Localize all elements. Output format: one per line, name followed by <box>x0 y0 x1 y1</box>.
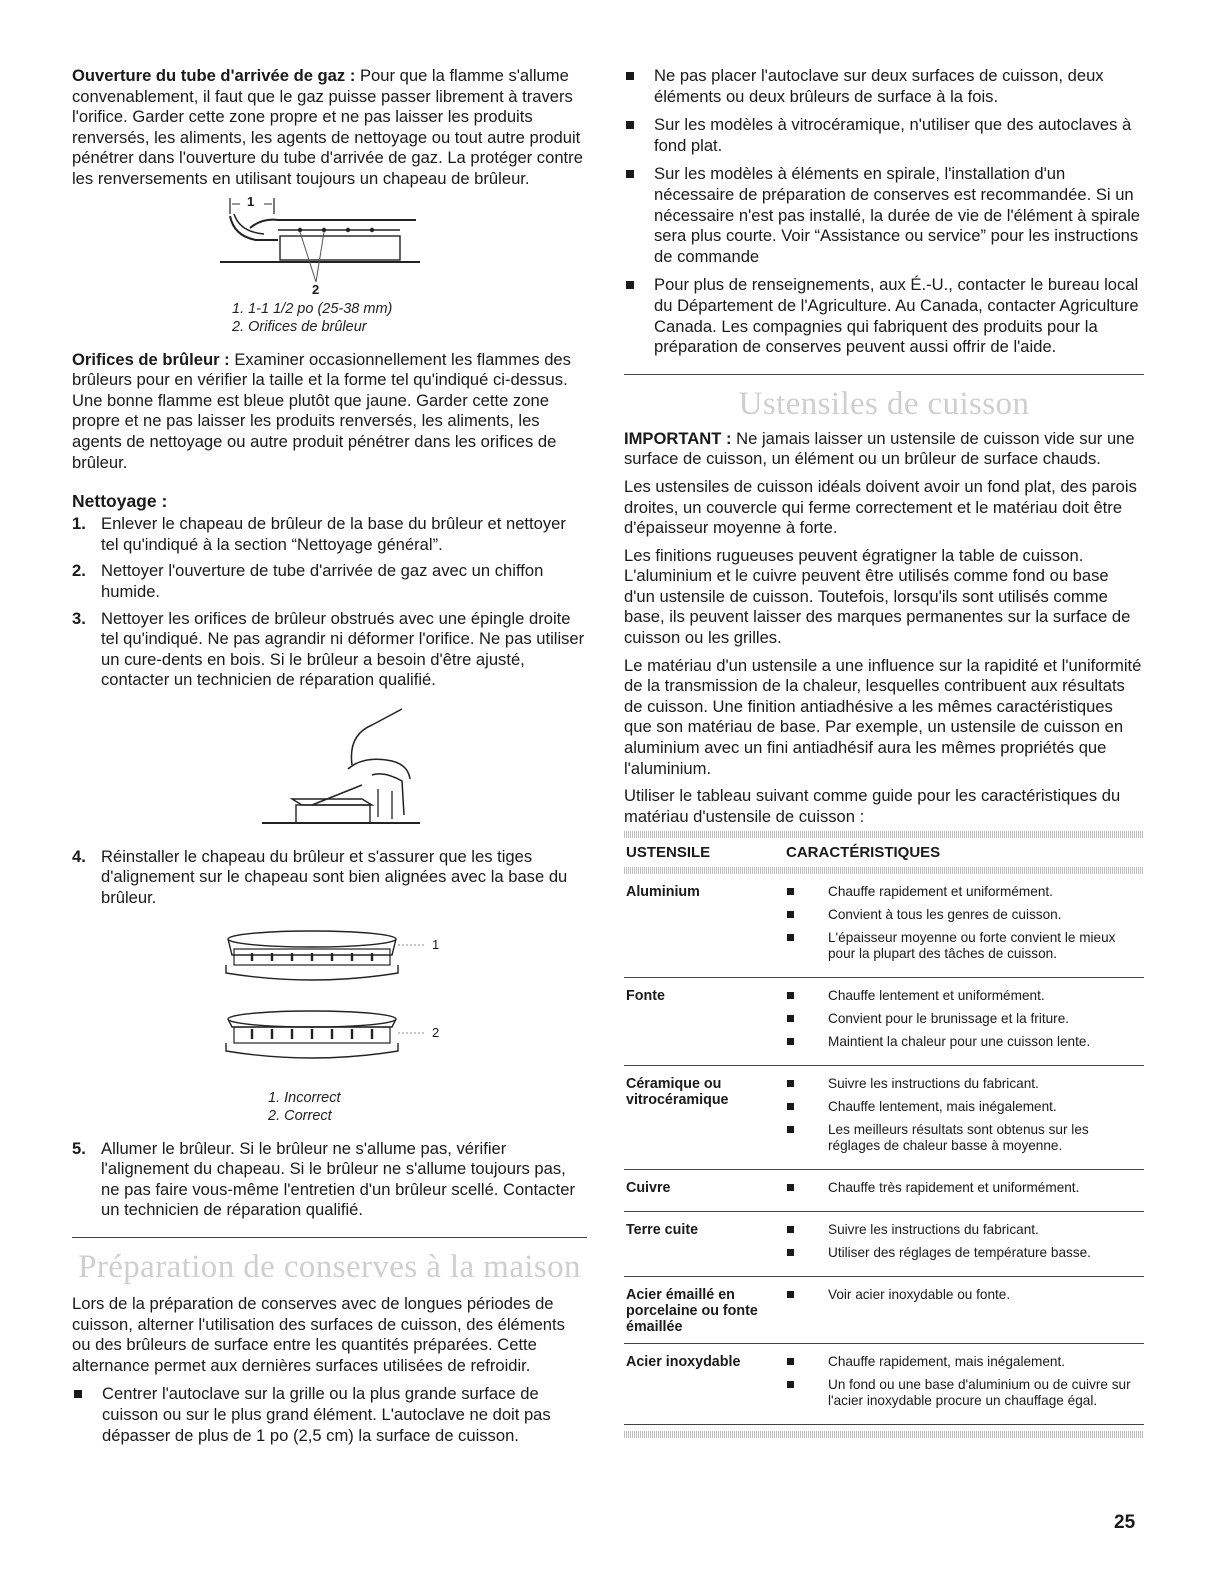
canning-bullet-3: Sur les modèles à éléments en spirale, l'installation d'un nécessaire de préparation de conserves est recommandée. Si un nécessaire n'est pas installé, la durée de vie de l'élément à spirale sera plus courte. Voir “Assistance ou service” pour les instructions de commande <box>624 164 1144 267</box>
characteristic-item: Un fond ou une base d'aluminium ou de cuivre sur l'acier inoxydable procure un chauffage égal. <box>786 1377 1144 1409</box>
cleaning-steps-continued <box>72 847 587 909</box>
important-text: Ne jamais laisser un ustensile de cuisson vide sur une surface de cuisson, un élément ou un brûleur de surface chauds. <box>624 428 1135 469</box>
characteristics-list <box>786 1180 1144 1203</box>
orifices-text: Examiner occasionnellement les flammes des brûleurs pour en vérifier la taille et la forme tel qu'indiqué ci-dessus. Une bonne flamme est bleue plutôt que jaune. Garder cette zone propre et ne pas laisser les produits renversés, les aliments, les agents de nettoyage ou autre produit pénétrer dans les orifices de brûleur. <box>72 349 571 472</box>
table-row <box>624 978 1144 1066</box>
section-divider-right <box>624 374 1144 375</box>
step-1-number: 1. <box>72 514 86 534</box>
fig3-label-1: 1 <box>432 936 440 952</box>
characteristic-item: Suivre les instructions du fabricant. <box>786 1076 1144 1092</box>
characteristics-list <box>786 1222 1144 1268</box>
step-5 <box>72 1139 587 1221</box>
cleaning-steps-final <box>72 1139 587 1221</box>
material-name: Acier inoxydable <box>626 1354 741 1371</box>
cookware-table <box>624 831 1144 1438</box>
step-5-text: Allumer le brûleur. Si le brûleur ne s'allume pas, vérifier l'alignement du chapeau. Si le brûleur ne s'allume toujours pas, ne pas faire vous-même l'entretien d'un brûleur scellé. Contacter un technicien de réparation qualifié. <box>101 1138 575 1220</box>
table-bottom-hatch <box>624 1431 1144 1438</box>
section-divider-left <box>72 1237 587 1238</box>
step-2-number: 2. <box>72 561 86 581</box>
table-header <box>624 838 1144 867</box>
step-4 <box>72 847 587 909</box>
pin-cleaning-illustration <box>252 705 452 837</box>
material-name: Aluminium <box>626 884 700 901</box>
burner-cap-figure <box>222 925 452 1087</box>
step-3 <box>72 609 587 691</box>
pin-cleaning-figure <box>252 705 452 837</box>
characteristic-item: Convient à tous les genres de cuisson. <box>786 907 1144 923</box>
material-name: Céramique ou vitrocéramique <box>626 1076 729 1109</box>
characteristic-item: Chauffe lentement et uniformément. <box>786 988 1144 1004</box>
step-1 <box>72 514 587 555</box>
characteristics-list <box>786 1354 1144 1416</box>
step-4-number: 4. <box>72 846 86 866</box>
characteristics-list <box>786 1076 1144 1161</box>
fig1-caption-2: 2. Orifices de brûleur <box>232 318 367 335</box>
table-row <box>624 874 1144 978</box>
gas-opening-text: Pour que la flamme s'allume convenablement, il faut que le gaz puisse passer librement à travers l'orifice. Garder cette zone propre et ne pas laisser les produits renversés, les aliments, les agents de nettoyage ou tout autre produit pénétrer dans l'ouverture du tube d'arrivée de gaz. La protéger contre les renversements en utilisant toujours un chapeau de brûleur. <box>72 66 583 188</box>
step-3-number: 3. <box>72 608 86 628</box>
cleaning-steps <box>72 514 587 691</box>
cookware-para-2: Les finitions rugueuses peuvent égratigner la table de cuisson. L'aluminium et le cuivre peuvent être utilisés comme fond ou base d'un ustensile de cuisson. Toutefois, lorsqu'ils sont utilisés comme base, ils peuvent laisser des marques permanentes sur la surface de cuisson ou les grilles. <box>624 545 1131 648</box>
burner-cap-illustration <box>222 925 452 1087</box>
fig3-caption-1: 1. Incorrect <box>268 1089 341 1106</box>
gas-opening-paragraph <box>72 66 587 190</box>
fig1-captions <box>232 300 587 336</box>
table-header-hatch <box>624 867 1144 874</box>
material-name: Fonte <box>626 988 665 1005</box>
characteristic-item: Voir acier inoxydable ou fonte. <box>786 1287 1144 1303</box>
characteristic-item: Chauffe très rapidement et uniformément. <box>786 1180 1144 1196</box>
orifices-lead: Orifices de brûleur : <box>72 349 230 369</box>
material-name: Acier émaillé en porcelaine ou fonte émaillée <box>626 1287 758 1336</box>
characteristic-item: Maintient la chaleur pour une cuisson lente. <box>786 1034 1144 1050</box>
step-1-text: Enlever le chapeau de brûleur de la base du brûleur et nettoyer tel qu'indiqué à la section “Nettoyage général”. <box>101 514 566 554</box>
step-4-text: Réinstaller le chapeau du brûleur et s'assurer que les tiges d'alignement sur le chapeau sont bien alignées avec la base du brûleur. <box>101 846 568 908</box>
right-column <box>624 66 1144 1438</box>
table-top-hatch <box>624 831 1144 838</box>
canning-bullets-left <box>72 1384 587 1446</box>
characteristic-item: Chauffe lentement, mais inégalement. <box>786 1099 1144 1115</box>
canning-bullet-4: Pour plus de renseignements, aux É.-U., contacter le bureau local du Département de l'Agriculture. Au Canada, contacter Agriculture Canada. Les compagnies qui fabriquent des produits pour la préparation de conserves peuvent aussi offrir de l'aide. <box>624 275 1144 357</box>
characteristic-item: Chauffe rapidement, mais inégalement. <box>786 1354 1144 1370</box>
characteristics-list <box>786 1287 1144 1335</box>
table-row <box>624 1212 1144 1277</box>
incorrect-cap <box>226 931 426 980</box>
step-3-text: Nettoyer les orifices de brûleur obstrués avec une épingle droite tel qu'indiqué. Ne pas agrandir ni déformer l'orifice. Ne pas utiliser un cure-dents en bois. Si le brûleur a besoin d'être ajusté, contacter un technicien de réparation qualifié. <box>101 608 585 690</box>
fig3-captions <box>268 1089 587 1125</box>
canning-bullet-2: Sur les modèles à vitrocéramique, n'utiliser que des autoclaves à fond plat. <box>624 115 1144 156</box>
page-number: 25 <box>1114 1512 1136 1533</box>
left-column <box>72 66 587 1446</box>
step-5-number: 5. <box>72 1138 86 1158</box>
characteristics-list <box>786 988 1144 1057</box>
material-name: Terre cuite <box>626 1222 699 1239</box>
table-row <box>624 1170 1144 1212</box>
fig3-label-2: 2 <box>432 1024 440 1040</box>
canning-heading: Préparation de conserves à la maison <box>78 1249 581 1286</box>
characteristics-list <box>786 884 1144 969</box>
characteristic-item: Utiliser des réglages de température basse. <box>786 1245 1144 1261</box>
material-name: Cuivre <box>626 1180 671 1197</box>
canning-bullets-right <box>624 66 1144 358</box>
step-2-text: Nettoyer l'ouverture de tube d'arrivée de gaz avec un chiffon humide. <box>101 561 544 601</box>
characteristic-item: Les meilleurs résultats sont obtenus sur les réglages de chaleur basse à moyenne. <box>786 1122 1144 1154</box>
fig1-label-2: 2 <box>312 281 320 297</box>
characteristic-item: Suivre les instructions du fabricant. <box>786 1222 1144 1238</box>
orifices-paragraph <box>72 350 587 474</box>
table-body <box>624 874 1144 1425</box>
gas-tube-illustration <box>220 193 490 296</box>
canning-intro: Lors de la préparation de conserves avec de longues périodes de cuisson, alterner l'utilisation des surfaces de cuisson, des éléments ou des brûleurs de surface entre les quantités préparées. Cette alternance permet aux dernières surfaces utilisées de refroidir. <box>72 1294 565 1375</box>
characteristic-item: Convient pour le brunissage et la friture. <box>786 1011 1144 1027</box>
gas-opening-lead: Ouverture du tube d'arrivée de gaz : <box>72 66 356 85</box>
step-2 <box>72 561 587 602</box>
header-material: USTENSILE <box>626 844 711 862</box>
cookware-heading: Ustensiles de cuisson <box>738 385 1030 422</box>
table-row <box>624 1066 1144 1170</box>
correct-cap <box>226 1011 426 1058</box>
cookware-para-3: Le matériau d'un ustensile a une influence sur la rapidité et l'uniformité de la transmission de la chaleur, lesquelles contribuent aux résultats de cuisson. Une finition antiadhésive a les mêmes caractéristiques que son matériau de base. Par exemple, un ustensile de cuisson en aluminium avec un fini antiadhésif aura les mêmes propriétés que l'aluminium. <box>624 655 1142 778</box>
canning-bullet-1: Ne pas placer l'autoclave sur deux surfaces de cuisson, deux éléments ou deux brûleurs de surface à la fois. <box>624 66 1144 107</box>
gas-tube-figure <box>220 193 490 297</box>
fig1-caption-1: 1. 1-1 1/2 po (25-38 mm) <box>232 300 393 317</box>
cleaning-heading: Nettoyage : <box>72 491 168 512</box>
fig1-label-1: 1 <box>247 193 255 209</box>
canning-bullet-center: Centrer l'autoclave sur la grille ou la plus grande surface de cuisson ou sur le plus grand élément. L'autoclave ne doit pas dépasser de plus de 1 po (2,5 cm) la surface de cuisson. <box>72 1384 587 1446</box>
characteristic-item: Chauffe rapidement et uniformément. <box>786 884 1144 900</box>
cookware-para-1: Les ustensiles de cuisson idéals doivent avoir un fond plat, des parois droites, un couvercle qui ferme correctement et le matériau doit être d'épaisseur moyenne à forte. <box>624 476 1137 538</box>
cookware-para-4: Utiliser le tableau suivant comme guide pour les caractéristiques du matériau d'ustensile de cuisson : <box>624 786 1121 826</box>
table-row <box>624 1277 1144 1344</box>
fig3-caption-2: 2. Correct <box>268 1107 332 1124</box>
table-row <box>624 1344 1144 1425</box>
important-paragraph <box>624 429 1144 470</box>
header-characteristics: CARACTÉRISTIQUES <box>786 844 941 862</box>
important-lead: IMPORTANT : <box>624 428 732 448</box>
characteristic-item: L'épaisseur moyenne ou forte convient le mieux pour la plupart des tâches de cuisson. <box>786 930 1144 962</box>
